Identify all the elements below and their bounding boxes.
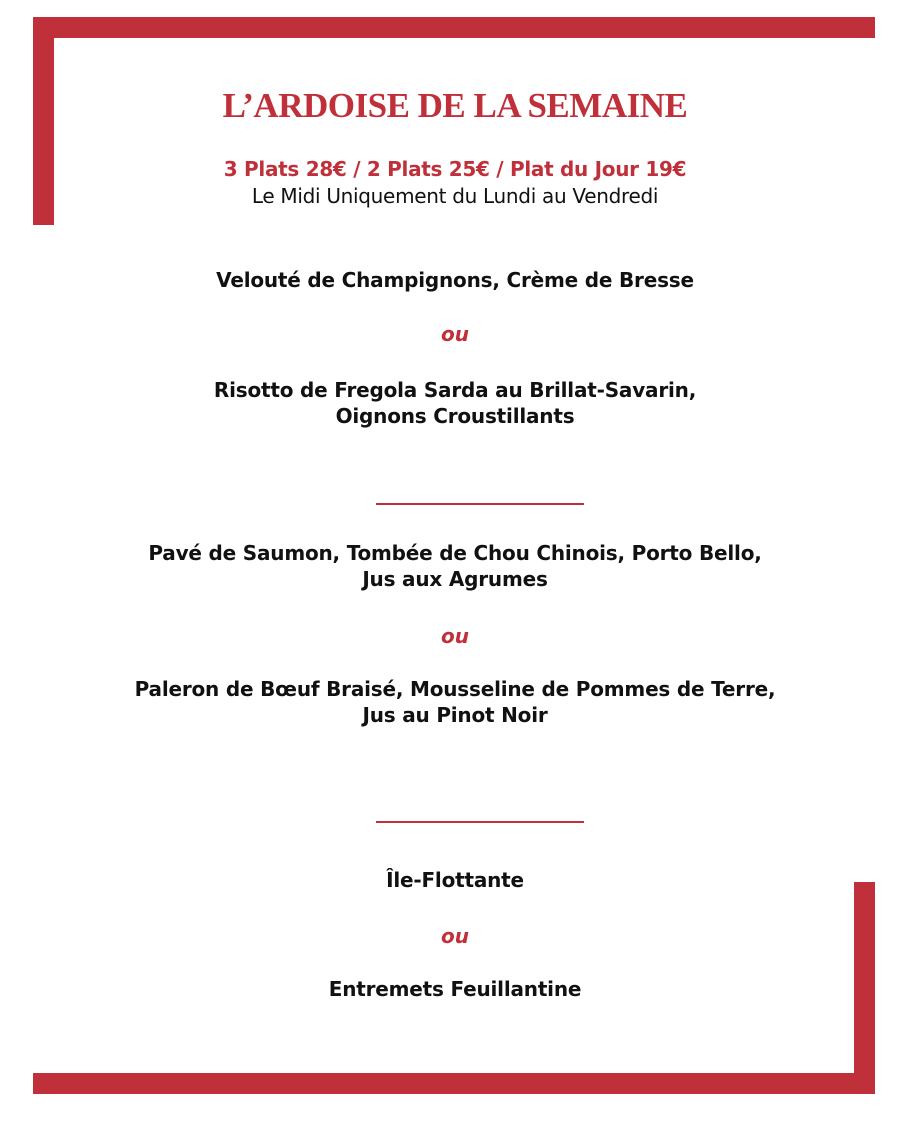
dessert-option-1: Île-Flottante [386, 868, 524, 892]
entree-or: ou [441, 322, 469, 346]
plat-option-1-line-2: Jus aux Agrumes [362, 567, 548, 591]
plat-option-2-line-1: Paleron de Bœuf Braisé, Mousseline de Pommes de Terre, [134, 677, 776, 701]
frame-bottom-bar [33, 1073, 875, 1094]
section-divider-2 [376, 821, 584, 823]
plat-option-2 [60, 676, 850, 728]
entree-option-2 [60, 377, 850, 429]
menu-title: L’ARDOISE DE LA SEMAINE [222, 86, 688, 125]
frame-left-bar [33, 17, 54, 225]
entree-option-2-line-2: Oignons Croustillants [335, 404, 575, 428]
plat-option-2-line-2: Jus au Pinot Noir [362, 703, 548, 727]
frame-top-bar [33, 17, 875, 38]
dessert-option-2: Entremets Feuillantine [328, 977, 582, 1001]
plat-option-1 [60, 540, 850, 592]
section-divider-1 [376, 503, 584, 505]
plat-option-1-line-1: Pavé de Saumon, Tombée de Chou Chinois, Porto Bello, [148, 541, 762, 565]
entree-option-2-line-1: Risotto de Fregola Sarda au Brillat-Savarin, [213, 378, 697, 402]
dessert-or: ou [441, 924, 469, 948]
entree-option-1: Velouté de Champignons, Crème de Bresse [216, 268, 694, 292]
frame-right-bar [854, 882, 875, 1094]
schedule-line: Le Midi Uniquement du Lundi au Vendredi [251, 184, 659, 208]
price-line: 3 Plats 28€ / 2 Plats 25€ / Plat du Jour 19€ [223, 157, 687, 181]
plat-or: ou [441, 624, 469, 648]
